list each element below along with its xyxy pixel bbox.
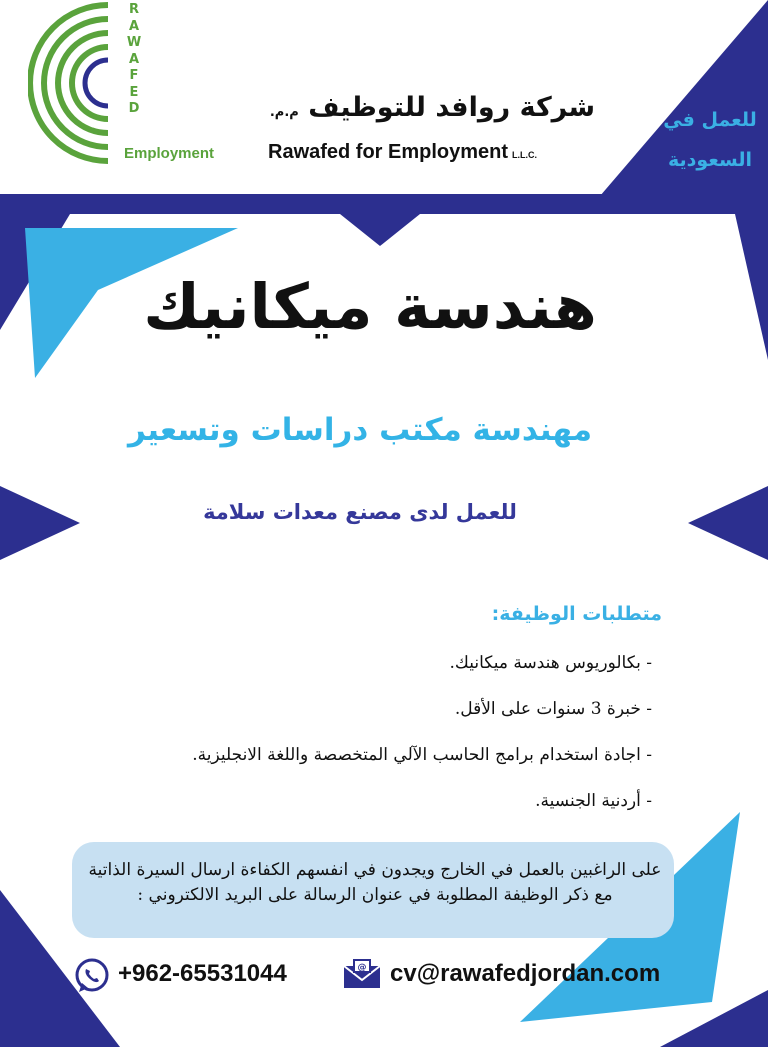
logo-word: Employment (124, 145, 215, 162)
corner-line-1: للعمل في (663, 109, 757, 131)
rawafed-logo-icon (28, 2, 112, 164)
job-subtitle: مهندسة مكتب دراسات وتسعير (127, 412, 593, 448)
logo-letter: W (126, 35, 142, 50)
phone-number[interactable]: +962-65531044 (118, 960, 287, 987)
list-item: - بكالوريوس هندسة ميكانيك. (449, 653, 652, 673)
employer-line: للعمل لدى مصنع معدات سلامة (203, 500, 517, 524)
company-name-arabic (255, 92, 595, 123)
list-item: - خبرة 3 سنوات على الأقل. (454, 699, 652, 719)
company-name-en: Rawafed for Employment (268, 141, 509, 163)
apply-line-2: مع ذكر الوظيفة المطلوبة في عنوان الرسالة على البريد الالكتروني : (137, 885, 613, 905)
logo-letter: D (128, 101, 140, 116)
mid-right-triangle (688, 486, 768, 560)
list-item: - اجادة استخدام برامج الحاسب الآلي المتخصصة واللغة الانجليزية. (192, 745, 652, 765)
logo-letter: R (128, 2, 139, 17)
svg-text:@: @ (357, 963, 367, 973)
logo-letters (124, 2, 144, 118)
right-navy-triangle (735, 214, 768, 360)
work-location-badge (650, 100, 768, 180)
logo-letter: E (129, 84, 139, 100)
apply-line-1: على الراغبين بالعمل في الخارج ويجدون في انفسهم الكفاءة ارسال السيرة الذاتية (88, 860, 662, 880)
corner-line-2: السعودية (667, 149, 753, 171)
requirements-title: متطلبات الوظيفة: (491, 603, 662, 625)
company-suffix-ar: م.م. (269, 105, 299, 120)
logo-letter: A (128, 18, 140, 34)
requirements-list (120, 648, 652, 832)
whatsapp-icon[interactable] (72, 956, 112, 996)
logo-letter: F (129, 68, 139, 83)
company-name-english (268, 141, 537, 164)
apply-instructions (82, 858, 668, 908)
list-item: - أردنية الجنسية. (535, 791, 652, 811)
logo-letter: A (128, 51, 140, 67)
company-name-ar: شركة روافد للتوظيف (308, 92, 595, 123)
job-title: هندسة ميكانيك (143, 270, 597, 343)
mid-left-triangle (0, 486, 80, 560)
envelope-icon[interactable] (342, 958, 382, 990)
email-address[interactable]: cv@rawafedjordan.com (390, 960, 661, 987)
company-suffix-en: L.L.C. (512, 150, 538, 160)
